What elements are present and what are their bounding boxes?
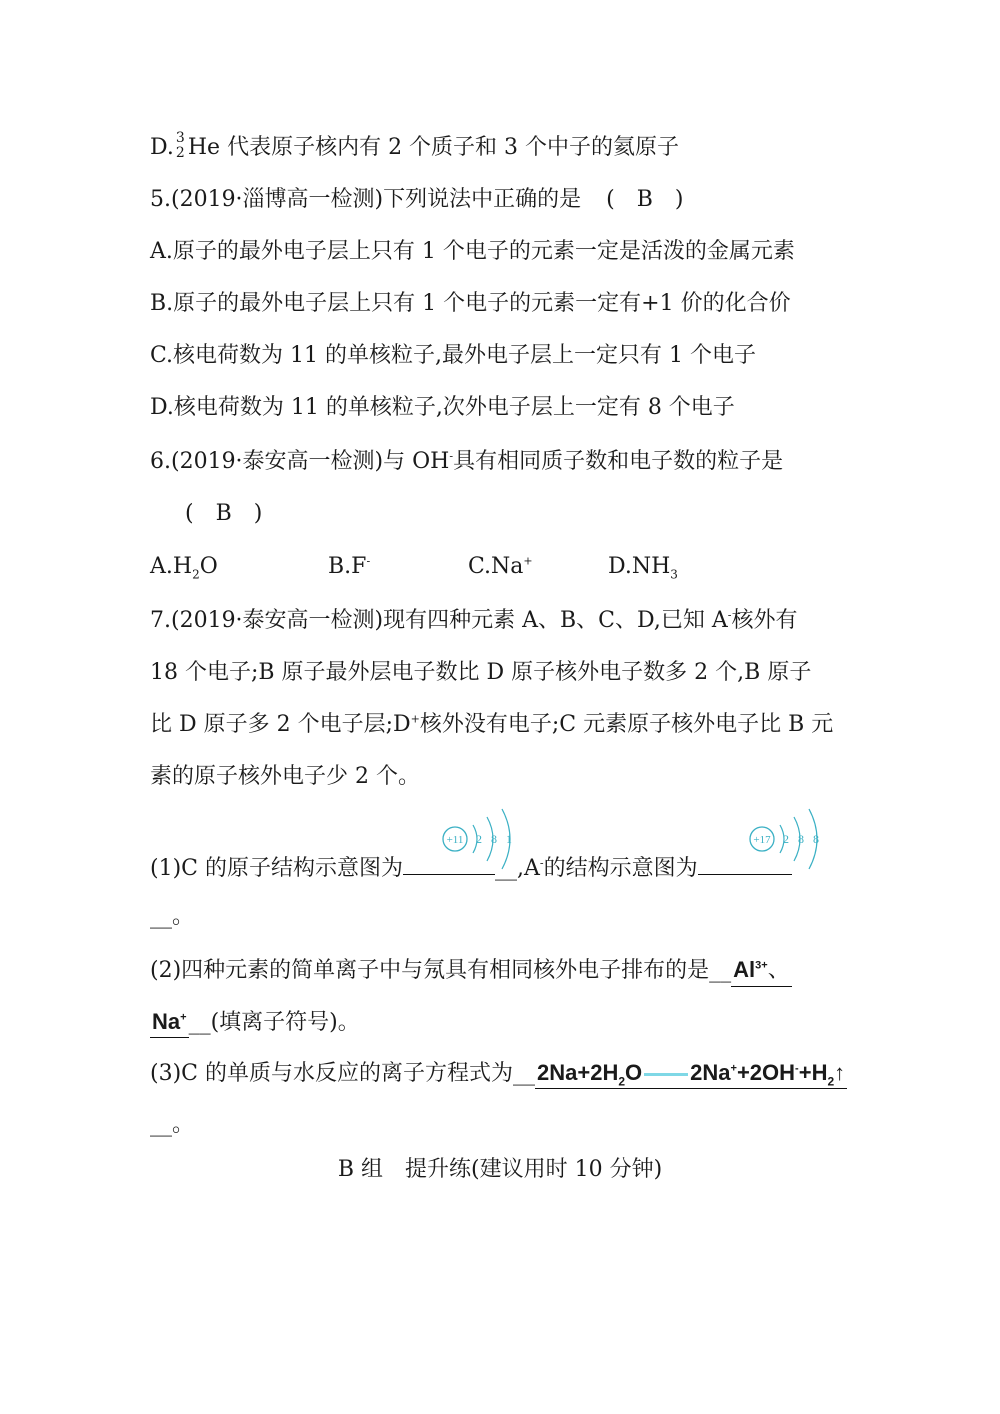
equation-lhs: O xyxy=(625,1060,643,1085)
part-text: (1)C 的原子结构示意图为 xyxy=(150,856,403,881)
stem-text: 具有相同质子数和电子数的粒子是 xyxy=(453,449,784,474)
ionic-equation xyxy=(535,1058,847,1089)
equals-bar xyxy=(644,1073,688,1076)
answer-ion-na xyxy=(150,1007,189,1038)
q4-option-d xyxy=(150,130,680,163)
subscript: 3 xyxy=(670,567,678,582)
superscript: + xyxy=(523,554,533,568)
q5-option-a: A.原子的最外电子层上只有 1 个电子的元素一定是活泼的金属元素 xyxy=(150,239,795,264)
equation-rhs: 2Na xyxy=(690,1060,731,1085)
q5-stem xyxy=(150,185,683,215)
stem-text: 核外没有电子;C 元素原子核外电子比 B 元 xyxy=(419,712,834,737)
superscript: - xyxy=(539,856,544,870)
q7-part3 xyxy=(150,1058,847,1089)
superscript: - xyxy=(366,554,371,568)
q6-option-d xyxy=(608,554,678,582)
shell-electrons: 1 xyxy=(506,832,512,846)
superscript: - xyxy=(727,608,732,622)
q7-part1-trail: __。 xyxy=(150,904,195,929)
subscript: 2 xyxy=(827,1074,835,1089)
isotope-notation xyxy=(174,130,188,163)
stem-text: 7.(2019·泰安高一检测)现有四种元素 A、B、C、D,已知 A xyxy=(150,608,728,633)
q7-part2-cont xyxy=(150,1007,360,1038)
q7-line-4: 素的原子核外电子少 2 个。 xyxy=(150,764,420,789)
q6-stem xyxy=(150,447,783,477)
part-text: 的结构示意图为 xyxy=(543,856,698,881)
subscript: 2 xyxy=(618,1074,626,1089)
equation-rhs: +2OH xyxy=(736,1060,796,1085)
q6-option-b xyxy=(328,554,370,579)
q7-line-2: 18 个电子;B 原子最外层电子数比 D 原子核外电子数多 2 个,B 原子 xyxy=(150,660,812,685)
superscript: + xyxy=(410,712,420,726)
separator: 、 xyxy=(767,958,790,983)
element-symbol: He xyxy=(187,135,221,160)
superscript: 3+ xyxy=(755,959,768,972)
superscript: + xyxy=(180,1011,187,1024)
nucleus-charge: +17 xyxy=(753,834,771,846)
stem-text: 比 D 原子多 2 个电子层;D xyxy=(150,712,411,737)
answer-ion-al xyxy=(731,955,792,987)
equation-rhs: +H xyxy=(798,1060,828,1085)
option-text: D.NH xyxy=(608,554,671,579)
part-text: ,A xyxy=(517,856,540,881)
part-text: __(填离子符号)。 xyxy=(188,1010,360,1035)
answer-blank-c xyxy=(403,850,495,875)
shell-electrons: 2 xyxy=(476,832,482,846)
section-b-title: B 组 提升练(建议用时 10 分钟) xyxy=(337,1157,663,1182)
stem-text: 核外有 xyxy=(731,608,798,633)
shell-electrons: 2 xyxy=(783,832,789,846)
shell-electrons: 8 xyxy=(798,832,804,846)
q5-option-c: C.核电荷数为 11 的单核粒子,最外电子层上一定只有 1 个电子 xyxy=(150,343,757,368)
option-text: O xyxy=(199,554,218,579)
q5-option-b: B.原子的最外电子层上只有 1 个电子的元素一定有+1 价的化合价 xyxy=(150,291,791,316)
q6-option-c xyxy=(468,554,533,579)
superscript: + xyxy=(730,1062,737,1075)
shell-electrons: 8 xyxy=(813,832,819,846)
part-text: (2)四种元素的简单离子中与氖具有相同核外电子排布的是__ xyxy=(150,958,732,983)
q7-part2 xyxy=(150,955,792,987)
q7-line-3 xyxy=(150,710,833,740)
stem-text: 6.(2019·泰安高一检测)与 OH xyxy=(150,449,450,474)
q6-answer: ( B ) xyxy=(185,501,263,526)
atomic-number: 2 xyxy=(175,145,185,161)
q7-part3-trail: __。 xyxy=(150,1112,195,1137)
part-text: (3)C 的单质与水反应的离子方程式为__ xyxy=(150,1061,535,1086)
option-text: B.F xyxy=(328,554,367,579)
mass-number: 3 xyxy=(175,130,185,146)
q5-option-d: D.核电荷数为 11 的单核粒子,次外电子层上一定有 8 个电子 xyxy=(150,395,735,420)
option-label: D. xyxy=(150,135,174,160)
option-text: A.H xyxy=(150,554,193,579)
equation-lhs: 2Na+2H xyxy=(537,1060,619,1085)
superscript: - xyxy=(795,1062,799,1075)
option-text: C.Na xyxy=(468,554,524,579)
q7-line-1 xyxy=(150,606,797,636)
question-stem: 5.(2019·淄博高一检测)下列说法中正确的是 xyxy=(150,187,582,212)
gas-arrow-icon: ↑ xyxy=(834,1060,846,1085)
subscript: 2 xyxy=(192,567,200,582)
q7-part1: (1)C 的原子结构示意图为 __,A-的结构示意图为 xyxy=(150,850,792,884)
q6-option-a xyxy=(150,554,218,582)
option-text: 代表原子核内有 2 个质子和 3 个中子的氦原子 xyxy=(220,135,680,160)
answer-bracket: ( B ) xyxy=(606,187,684,212)
ion-symbol: Na xyxy=(152,1009,181,1034)
charge-sup: - xyxy=(449,449,454,463)
answer-blank-a xyxy=(698,850,792,875)
shell-electrons: 8 xyxy=(491,832,497,846)
nucleus-charge: +11 xyxy=(446,834,464,846)
ion-symbol: Al xyxy=(733,957,756,982)
